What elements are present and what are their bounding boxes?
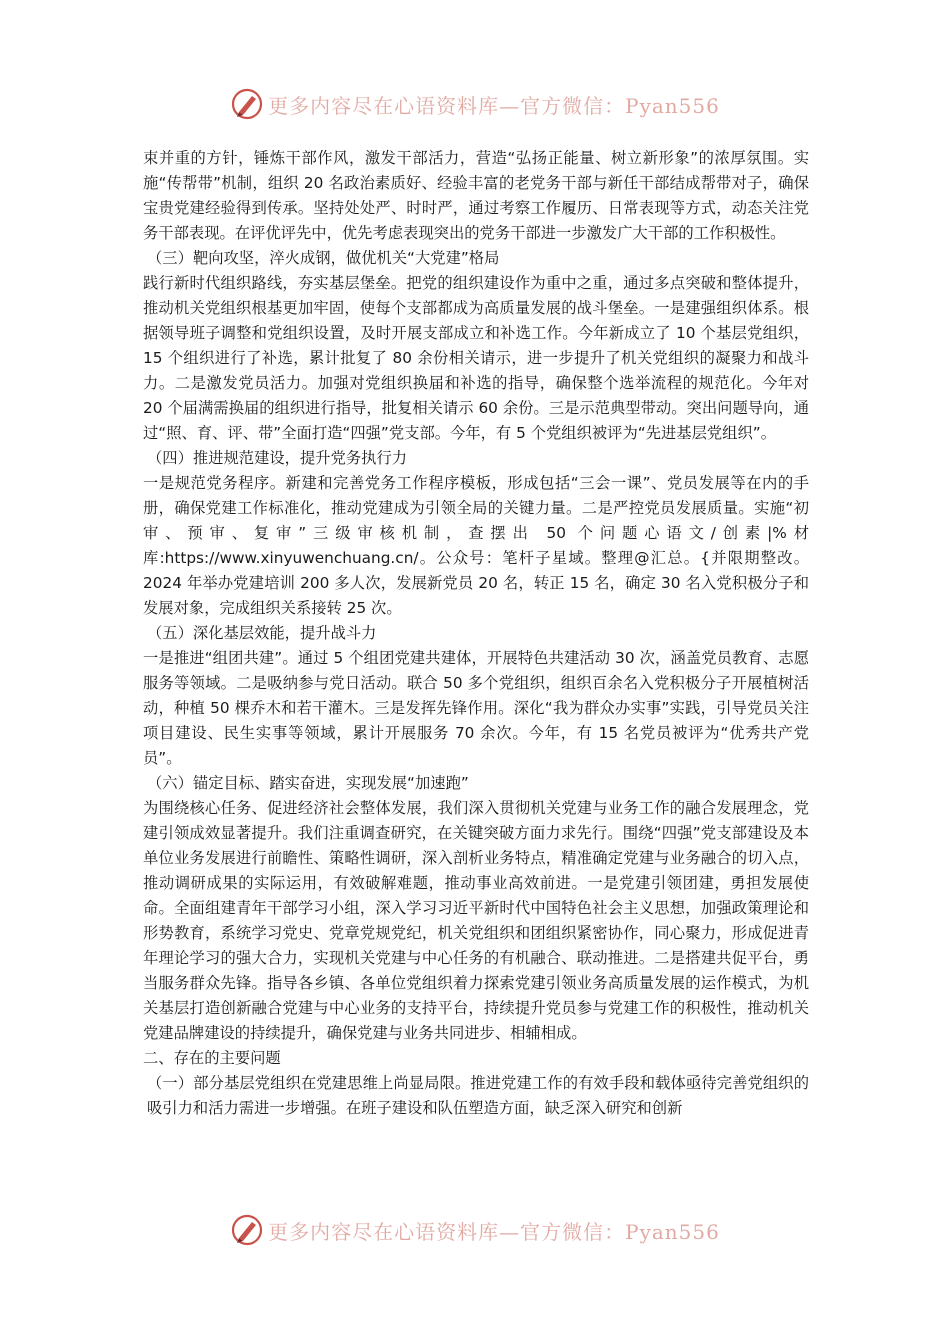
section-heading: （三）靶向攻坚，淬火成钢，做优机关“大党建”格局 bbox=[147, 249, 500, 267]
chapter-heading: 二、存在的主要问题 bbox=[143, 1049, 281, 1067]
section-heading: （四）推进规范建设，提升党务执行力 bbox=[147, 449, 408, 467]
document-body bbox=[143, 146, 809, 1121]
pen-logo-icon bbox=[230, 1213, 264, 1247]
pen-logo-icon bbox=[230, 87, 264, 121]
paragraph: 为围绕核心任务、促进经济社会整体发展，我们深入贯彻机关党建与业务工作的融合发展理念，党建引领成效显著提升。我们注重调查研究，在关键突破方面力求先行。围绕“四强”党支部建设及本单位业务发展进行前瞻性、策略性调研，深入剖析业务特点，精准确定党建与业务融合的切入点，推动调研成果的实际运用，有效破解难题，推动事业高效前进。一是党建引领团建，勇担发展使命。全面组建青年干部学习小组，深入学习习近平新时代中国特色社会主义思想，加强政策理论和形势教育，系统学习党史、党章党规党纪，机关党组织和团组织紧密协作，同心聚力，形成促进青年理论学习的强大合力，实现机关党建与中心任务的有机融合、联动推进。二是搭建共促平台，勇当服务群众先锋。指导各乡镇、各单位党组织着力探索党建引领业务高质量发展的运作模式，为机关基层打造创新融合党建与中心业务的支持平台，持续提升党员参与党建工作的积极性，推动机关党建品牌建设的持续提升，确保党建与业务共同进步、相辅相成。 bbox=[143, 799, 809, 1042]
section-heading: （一）部分基层党组织在党建思维上尚显局限。推进党建工作的有效手段和载体亟待完善党组织的吸引力和活力需进一步增强。在班子建设和队伍塑造方面，缺乏深入研究和创新 bbox=[147, 1074, 809, 1117]
paragraph: 践行新时代组织路线，夯实基层堡垒。把党的组织建设作为重中之重，通过多点突破和整体提升，推动机关党组织根基更加牢固，使每个支部都成为高质量发展的战斗堡垒。一是建强组织体系。根据领导班子调整和党组织设置，及时开展支部成立和补选工作。今年新成立了 10 个基层党组织，15 个组织进行了补选，累计批复了 80 余份相关请示，进一步提升了机关党组织的凝聚力和战斗力。二是激发党员活力。加强对党组织换届和补选的指导，确保整个选举流程的规范化。今年对 20 个届满需换届的组织进行指导，批复相关请示 60 余份。三是示范典型带动。突出问题导向，通过“照、育、评、带”全面打造“四强”党支部。今年，有 5 个党组织被评为“先进基层党组织”。 bbox=[143, 274, 809, 442]
section-heading: （六）锚定目标、踏实奋进，实现发展“加速跑” bbox=[147, 774, 469, 792]
paragraph: 一是规范党务程序。新建和完善党务工作程序模板，形成包括“三会一课”、党员发展等在内的手册，确保党建工作标准化，推动党建成为引领全局的关键力量。二是严控党员发展质量。实施“初审、预审、复审”三级审核机制，查摆出 50 个问题心语文/创素|%材库:https://www.xinyuwenchuang.cn/。公众号：笔杆子星域。整理@汇总。{并限期整改。2024 年举办党建培训 200 多人次，发展新党员 20 名，转正 15 名，确定 30 名入党积极分子和发展对象，完成组织关系接转 25 次。 bbox=[143, 474, 809, 617]
paragraph: 一是推进“组团共建”。通过 5 个组团党建共建体，开展特色共建活动 30 次，涵盖党员教育、志愿服务等领域。二是吸纳参与党日活动。联合 50 多个党组织，组织百余名入党积极分子开展植树活动，种植 50 棵乔木和若干灌木。三是发挥先锋作用。深化“我为群众办实事”实践，引导党员关注项目建设、民生实事等领域，累计开展服务 70 余次。今年，有 15 名党员被评为“优秀共产党员”。 bbox=[143, 649, 809, 767]
banner-text: 更多内容尽在心语资料库—官方微信：Pyan556 bbox=[268, 1219, 720, 1244]
paragraph: 束并重的方针，锤炼干部作风，激发干部活力，营造“弘扬正能量、树立新形象”的浓厚氛围。实施“传帮带”机制，组织 20 名政治素质好、经验丰富的老党务干部与新任干部结成帮带对子，确保宝贵党建经验得到传承。坚持处处严、时时严，通过考察工作履历、日常表现等方式，动态关注党务干部表现。在评优评先中，优先考虑表现突出的党务干部进一步激发广大干部的工作积极性。 bbox=[143, 149, 809, 242]
header-watermark bbox=[0, 84, 950, 124]
banner-text: 更多内容尽在心语资料库—官方微信：Pyan556 bbox=[268, 93, 720, 118]
section-heading: （五）深化基层效能，提升战斗力 bbox=[147, 624, 377, 642]
footer-watermark bbox=[0, 1210, 950, 1250]
